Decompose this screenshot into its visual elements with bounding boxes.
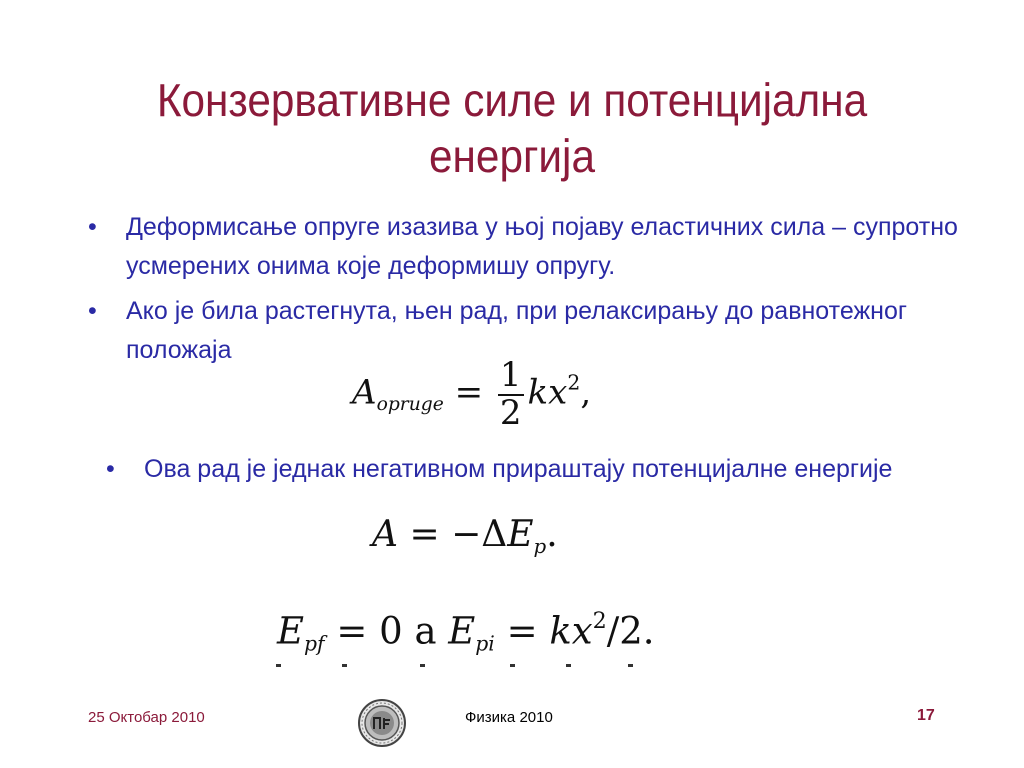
eq1-lhs-subscript: opruge [376, 394, 444, 416]
equation-spring-work [352, 355, 592, 433]
page-number: 17 [917, 707, 935, 724]
equation-work-potential [372, 514, 558, 558]
eq1-tail: , [580, 372, 592, 413]
eq1-rhs: kx [527, 372, 568, 413]
footer-course: Физика 2010 [465, 709, 553, 726]
slide-title: Конзервативне силе и потенцијална енергија [156, 74, 868, 182]
eq1-numerator: 1 [499, 355, 522, 395]
eq3-var2-subscript: pi [475, 631, 495, 656]
bullet-item-3 [106, 451, 1004, 488]
eq2-equals: = [409, 514, 440, 555]
eq3-equals-2: = [506, 609, 538, 653]
eq3-var1: E [277, 609, 305, 653]
eq2-minus-delta: −Δ [451, 514, 508, 555]
eq3-var2: E [448, 609, 476, 653]
eq3-conjunction: a [414, 609, 437, 653]
eq1-lhs: A [352, 372, 377, 413]
eq1-fraction [498, 355, 524, 433]
eq3-zero: 0 [379, 609, 403, 653]
eq1-equals: = [454, 372, 484, 413]
bullet-list [88, 208, 968, 376]
eq1-rhs-exponent: 2 [567, 370, 581, 395]
equation-energy-states [277, 608, 655, 656]
bullet-marker: • [88, 213, 97, 241]
eq3-tail: /2. [606, 609, 655, 653]
bullet-marker: • [106, 455, 115, 483]
bullet-text-1: Деформисање опруге изазива у њој појаву еластичних сила – супротно усмерених онима које деформишу опругу. [126, 213, 958, 280]
eq3-equals-1: = [336, 609, 368, 653]
eq2-tail: . [546, 514, 558, 555]
eq3-rhs-exponent: 2 [592, 608, 607, 634]
cropped-text-artifact [270, 664, 650, 672]
eq2-lhs: A [372, 514, 398, 555]
eq3-rhs: kx [549, 609, 593, 653]
eq3-var1-subscript: pf [304, 631, 325, 656]
faculty-seal-icon [357, 698, 407, 748]
bullet-marker: • [88, 297, 97, 325]
footer-date: 25 Октобар 2010 [88, 709, 205, 726]
bullet-item-1 [88, 208, 968, 286]
bullet-text-3: Ова рад је једнак негативном прираштају потенцијалне енергије [144, 455, 893, 483]
eq1-denominator: 2 [499, 392, 522, 433]
eq2-var: E [507, 514, 534, 555]
bullet-text-2: Ако је била растегнута, њен рад, при релаксирању до равнотежног положаја [126, 297, 907, 364]
eq2-var-subscript: p [533, 534, 547, 558]
